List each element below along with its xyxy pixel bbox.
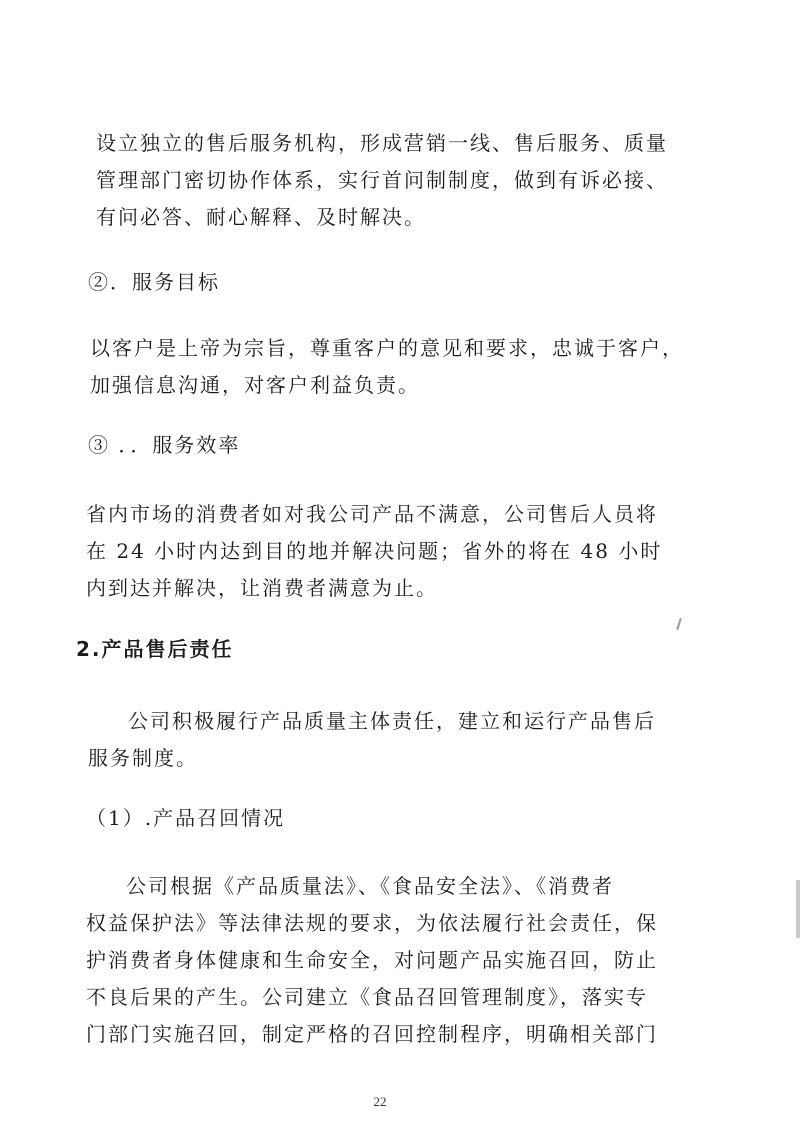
text-line: 不良后果的产生。公司建立《食品召回管理制度》，落实专 [86,985,648,1009]
section-heading-after-sales [76,634,234,664]
text-line: 有问必答、耐心解释、及时解决。 [96,205,426,229]
paragraph-service-goal [90,330,684,404]
text-line: 加强信息沟通，对客户利益负责。 [90,373,420,397]
text-line: ③ ．．服务效率 [88,433,241,457]
text-line: 门部门实施召回，制定严格的召回控制程序，明确相关部门 [86,1022,658,1046]
text-line: 设立独立的售后服务机构，形成营销一线、售后服务、质量 [96,131,668,155]
subheading-service-efficiency [88,427,240,464]
scan-artifact [796,880,800,938]
text-line: 管理部门密切协作体系，实行首问制制度，做到有诉必接、 [96,168,668,192]
text-line: （1）.产品召回情况 [86,806,286,830]
text-line: 护消费者身体健康和生命安全，对问题产品实施召回，防止 [86,948,658,972]
paragraph-product-recall [86,868,658,1053]
text-line: 2.产品售后责任 [76,637,234,661]
subheading-service-goal [88,264,220,301]
text-line: 公司积极履行产品质量主体责任，建立和运行产品售后 [128,709,656,733]
text-line: ②．服务目标 [88,270,220,294]
text-line: 权益保护法》等法律法规的要求，为依法履行社会责任，保 [86,911,658,935]
text-line: 以客户是上帝为宗旨，尊重客户的意见和要求，忠诚于客户， [90,336,684,360]
text-line: 在 24 小时内达到目的地并解决问题；省外的将在 48 小时 [86,539,663,563]
paragraph-service-efficiency [86,496,662,607]
text-line: 省内市场的消费者如对我公司产品不满意，公司售后人员将 [86,502,658,526]
text-line: 公司根据《产品质量法》、《食品安全法》、《消费者 [126,874,614,898]
paragraph-service-organization [96,125,668,236]
scan-artifact [676,618,682,630]
paragraph-after-sales-responsibility [88,703,656,777]
page-number: 22 [373,1094,387,1109]
text-line: 内到达并解决，让消费者满意为止。 [86,576,438,600]
text-line: 服务制度。 [88,746,198,770]
subheading-product-recall [86,800,285,837]
